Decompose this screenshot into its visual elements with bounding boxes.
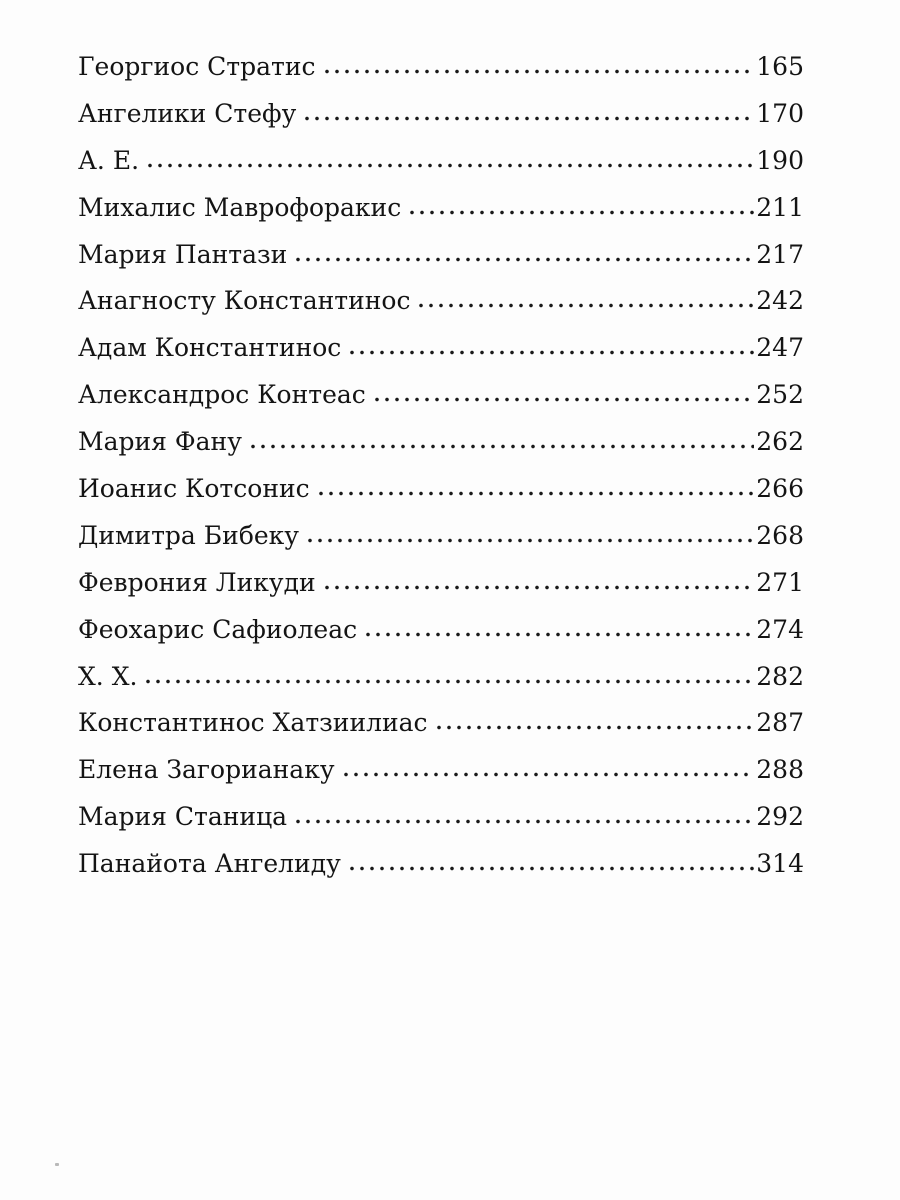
toc-entry (78, 755, 804, 802)
toc-entry (78, 52, 804, 99)
toc-entry (78, 427, 804, 474)
toc-entry (78, 146, 804, 193)
dot-leader (407, 210, 754, 215)
toc-entry (78, 474, 804, 521)
dot-leader (341, 772, 755, 777)
toc-entry (78, 662, 804, 709)
toc-entry-name: Елена Загорианаку (78, 755, 335, 785)
toc-entry (78, 802, 804, 849)
dot-leader (248, 444, 754, 449)
dot-leader (293, 819, 754, 824)
toc-entry-page: 268 (756, 520, 804, 550)
dot-leader (363, 632, 754, 637)
toc-entry-name: Димитра Бибеку (78, 520, 299, 550)
toc-entry (78, 333, 804, 380)
dot-leader (305, 538, 754, 543)
toc-entry-page: 314 (756, 849, 804, 879)
dot-leader (416, 303, 754, 308)
dot-leader (145, 163, 754, 168)
toc-entry-page: 288 (756, 755, 804, 785)
toc-entry-name: Феохарис Сафиолеас (78, 614, 358, 644)
toc-entry (78, 380, 804, 427)
toc-entry-name: Адам Константинос (78, 333, 342, 363)
toc-entry (78, 849, 804, 896)
toc-entry-name: Панайота Ангелиду (78, 849, 341, 879)
toc-entry-name: А. Е. (78, 145, 140, 175)
dot-leader (347, 866, 754, 871)
table-of-contents (78, 52, 804, 896)
toc-entry-name: Константинос Хатзиилиас (78, 708, 428, 738)
toc-entry (78, 568, 804, 615)
toc-entry-name: Мария Станица (78, 802, 288, 832)
toc-entry-page: 262 (756, 427, 804, 457)
toc-entry (78, 615, 804, 662)
toc-entry-page: 211 (756, 192, 804, 222)
toc-entry (78, 521, 804, 568)
toc-entry (78, 240, 804, 287)
toc-entry-name: Александрос Контеас (78, 380, 366, 410)
toc-entry-page: 274 (756, 614, 804, 644)
toc-entry-name: Михалис Маврофоракис (78, 192, 402, 222)
dot-leader (322, 69, 755, 74)
toc-entry-page: 217 (756, 239, 804, 269)
toc-entry (78, 99, 804, 146)
toc-entry-page: 242 (756, 286, 804, 316)
toc-entry-name: Ангелики Стефу (78, 98, 297, 128)
toc-entry-name: Анагносту Константинос (78, 286, 411, 316)
toc-entry (78, 708, 804, 755)
toc-entry (78, 193, 804, 240)
dot-leader (347, 350, 754, 355)
dot-leader (322, 585, 755, 590)
dot-leader (302, 116, 754, 121)
dot-leader (372, 397, 754, 402)
toc-entry-name: Георгиос Стратис (78, 52, 316, 81)
toc-entry-page: 247 (756, 333, 804, 363)
toc-entry-page: 271 (756, 567, 804, 597)
toc-entry-page: 252 (756, 380, 804, 410)
print-speck (55, 1163, 59, 1166)
dot-leader (316, 491, 755, 496)
toc-entry-page: 287 (756, 708, 804, 738)
toc-entry (78, 286, 804, 333)
toc-entry-page: 282 (756, 661, 804, 691)
dot-leader (434, 725, 755, 730)
dot-leader (143, 679, 754, 684)
toc-entry-name: Мария Фану (78, 427, 242, 457)
toc-entry-name: Х. Х. (78, 661, 138, 691)
toc-entry-name: Феврония Ликуди (78, 567, 316, 597)
toc-entry-page: 292 (756, 802, 804, 832)
toc-entry-page: 190 (756, 145, 804, 175)
toc-entry-page: 165 (756, 52, 804, 81)
toc-entry-page: 266 (756, 474, 804, 504)
dot-leader (293, 257, 754, 262)
toc-entry-name: Иоанис Котсонис (78, 474, 310, 504)
toc-entry-name: Мария Пантази (78, 239, 288, 269)
toc-entry-page: 170 (756, 98, 804, 128)
